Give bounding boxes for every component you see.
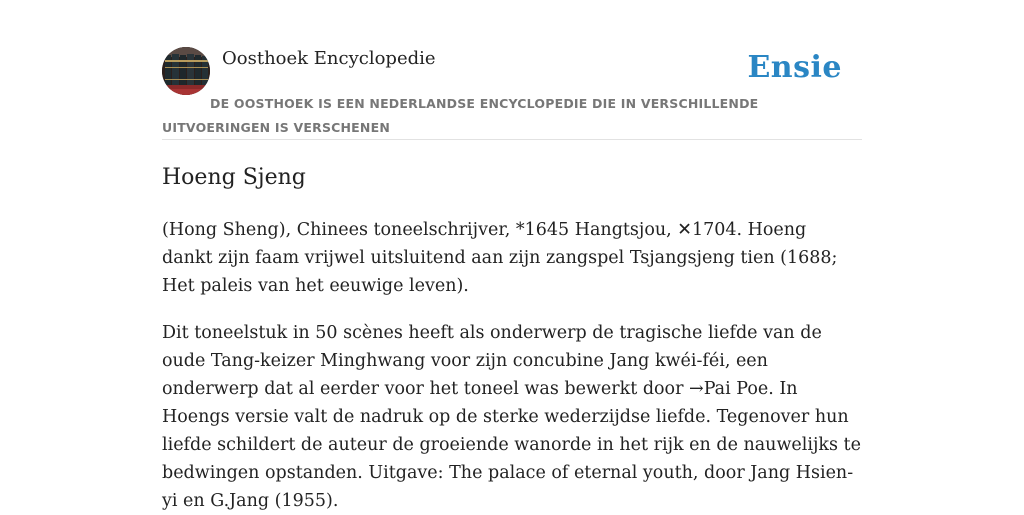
article-title: Hoeng Sjeng <box>162 165 306 190</box>
header-divider <box>162 139 862 140</box>
site-header <box>162 44 862 140</box>
avatar[interactable] <box>162 47 210 95</box>
site-title[interactable]: Oosthoek Encyclopedie <box>222 48 436 69</box>
article-paragraph: (Hong Sheng), Chinees toneelschrijver, *1645 Hangtsjou, ✕1704. Hoeng dankt zijn faam vrijwel uitsluitend aan zijn zangspel Tsjangsjeng tien (1688; Het paleis van het eeuwige leven). <box>162 220 838 296</box>
book-spines-icon <box>162 47 210 95</box>
article <box>162 162 862 515</box>
brand-logo[interactable]: Ensie <box>747 50 842 85</box>
article-paragraph: Dit toneelstuk in 50 scènes heeft als onderwerp de tragische liefde van de oude Tang-keizer Minghwang voor zijn concubine Jang kwéi-féi, een onderwerp dat al eerder voor het toneel was bewerkt door →Pai Poe. In Hoengs versie valt de nadruk op de sterke wederzijdse liefde. Tegenover hun liefde schildert de auteur de groeiende wanorde in het rijk en de nauwelijks te bedwingen opstanden. Uitgave: The palace of eternal youth, door Jang Hsien-yi en G.Jang (1955). <box>162 323 861 511</box>
site-tagline: DE OOSTHOEK IS EEN NEDERLANDSE ENCYCLOPEDIE DIE IN VERSCHILLENDE UITVOERINGEN IS VERSCHENEN <box>162 96 759 135</box>
